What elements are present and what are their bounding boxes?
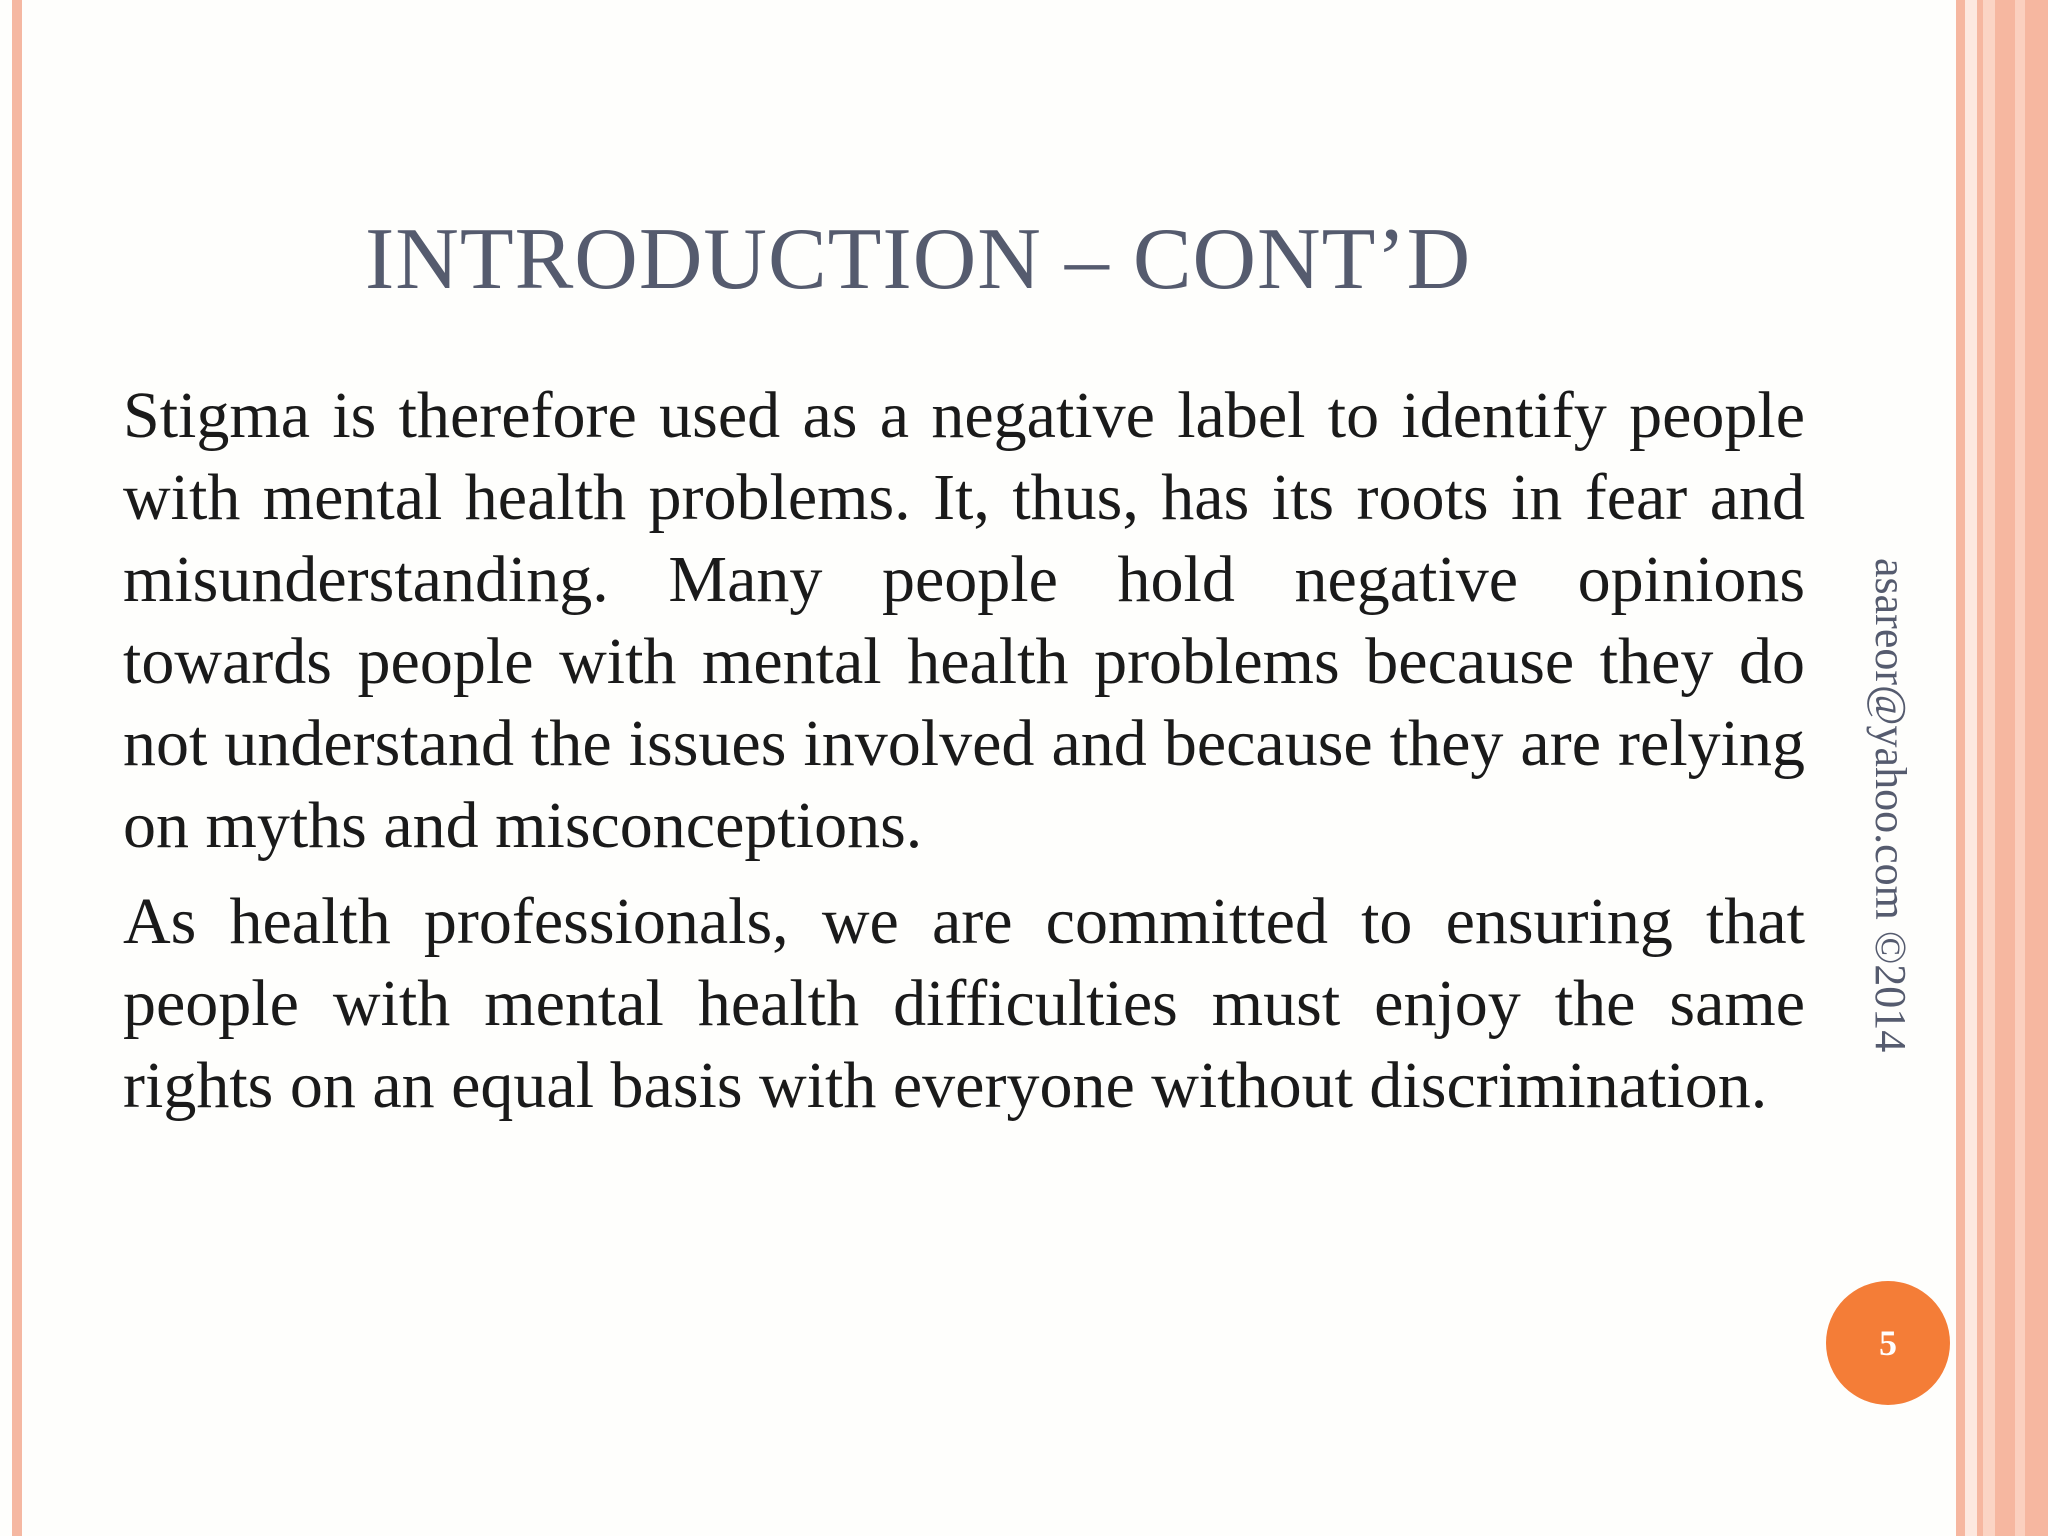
author-credit: asareor@yahoo.com ©2014 bbox=[1866, 558, 1915, 1053]
left-border bbox=[12, 0, 22, 1536]
right-border-stripe bbox=[1965, 0, 1977, 1536]
body-paragraph-1: Stigma is therefore used as a negative label to identify people with mental health problems. It, thus, has its roots in fear and misunderstanding. Many people hold negative opinions towards people with mental health problems because they do not understand the issues involved and because they are relying on myths and misconceptions. bbox=[123, 379, 1805, 862]
right-border-stripe bbox=[2015, 0, 2025, 1536]
page-number-badge: 5 bbox=[1826, 1281, 1950, 1405]
slide-title: INTRODUCTION – CONT’D bbox=[365, 211, 1472, 308]
right-border-stripe bbox=[1956, 0, 1965, 1536]
right-border-stripe bbox=[1983, 0, 1995, 1536]
body-paragraph-2: As health professionals, we are committed to ensuring that people with mental health difficulties must enjoy the same rights on an equal basis with everyone without discrimination. bbox=[123, 885, 1805, 1122]
right-border-stripe bbox=[1995, 0, 2015, 1536]
right-border-stripe bbox=[2025, 0, 2048, 1536]
slide-body bbox=[123, 375, 1805, 1127]
